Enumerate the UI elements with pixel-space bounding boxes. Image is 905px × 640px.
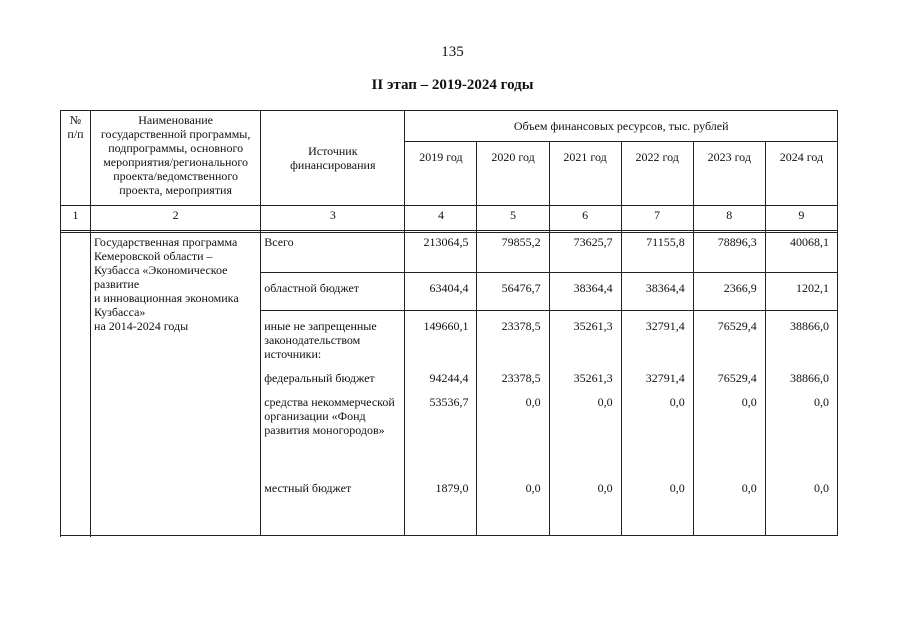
value-cell: 76529,4: [717, 319, 757, 333]
table-row: [61, 233, 838, 273]
value-cell: 35261,3: [573, 371, 613, 385]
value-cell: 94244,4: [429, 371, 469, 385]
page-number: 135: [441, 44, 464, 60]
column-number: 3: [261, 206, 405, 231]
value-cell: 32791,4: [645, 319, 685, 333]
source-nco: средства некоммерческой организации «Фонд развития моногородов»: [264, 395, 395, 437]
value-cell: 38364,4: [621, 273, 693, 311]
value-cell: 23378,5: [501, 371, 541, 385]
value-cell: 56476,7: [477, 273, 549, 311]
value-cell: 40068,1: [765, 233, 837, 273]
value-block-2019: [405, 311, 477, 536]
column-number-row: [61, 206, 838, 231]
value-cell: 38866,0: [790, 371, 829, 385]
value-block-2023: [693, 311, 765, 536]
header-year-2022: 2022 год: [621, 142, 693, 206]
header-year-2020: 2020 год: [477, 142, 549, 206]
value-cell: 149660,1: [423, 319, 469, 333]
header-year-2023: 2023 год: [693, 142, 765, 206]
stage-title: II этап – 2019-2024 годы: [371, 77, 534, 93]
header-col-name: Наименование государственной программы, подпрограммы, основного мероприятия/регионального проекта/ведомственного проекта, мероприятия: [91, 111, 261, 206]
column-number: 2: [91, 206, 261, 231]
value-cell: 0,0: [814, 481, 829, 495]
value-cell: 2366,9: [693, 273, 765, 311]
source-other: иные не запрещенные законодательством источники:: [264, 319, 377, 361]
header-col-volume: Объем финансовых ресурсов, тыс. рублей: [405, 111, 838, 142]
value-cell: 38364,4: [549, 273, 621, 311]
value-cell: 1879,0: [435, 481, 469, 495]
source-federal: федеральный бюджет: [264, 371, 375, 385]
value-block-2020: [477, 311, 549, 536]
value-cell: 78896,3: [693, 233, 765, 273]
value-cell: 0,0: [525, 481, 541, 495]
header-year-2019: 2019 год: [405, 142, 477, 206]
header-col-number: № п/п: [61, 111, 91, 206]
value-cell: 0,0: [741, 395, 757, 409]
source-cell-block: [261, 311, 405, 536]
value-cell: 213064,5: [405, 233, 477, 273]
header-year-2024: 2024 год: [765, 142, 837, 206]
program-number: [61, 233, 91, 536]
column-number: 8: [693, 206, 765, 231]
value-cell: 0,0: [525, 395, 541, 409]
value-cell: 38866,0: [790, 319, 829, 333]
value-cell: 35261,3: [573, 319, 613, 333]
value-cell: 0,0: [669, 395, 685, 409]
column-number: 9: [765, 206, 837, 231]
header-col-source: Источник финансирования: [261, 111, 405, 206]
value-cell: 32791,4: [645, 371, 685, 385]
financing-table: [60, 110, 838, 536]
value-cell: 0,0: [814, 395, 829, 409]
value-cell: 0,0: [741, 481, 757, 495]
value-cell: 79855,2: [477, 233, 549, 273]
column-number: 1: [61, 206, 91, 231]
value-cell: 23378,5: [501, 319, 541, 333]
value-cell: 0,0: [597, 395, 613, 409]
source-local: местный бюджет: [264, 481, 352, 495]
source-cell: областной бюджет: [261, 273, 405, 311]
value-cell: 76529,4: [717, 371, 757, 385]
column-number: 6: [549, 206, 621, 231]
column-number: 5: [477, 206, 549, 231]
value-cell: 0,0: [597, 481, 613, 495]
program-name: Государственная программа Кемеровской области – Кузбасса «Экономическое развитие и инновационная экономика Кузбасса» на 2014-2024 годы: [91, 233, 261, 536]
value-cell: 1202,1: [765, 273, 837, 311]
value-cell: 63404,4: [405, 273, 477, 311]
value-cell: 71155,8: [621, 233, 693, 273]
value-cell: 53536,7: [429, 395, 469, 409]
header-year-2021: 2021 год: [549, 142, 621, 206]
value-block-2021: [549, 311, 621, 536]
value-block-2024: [765, 311, 837, 536]
column-number: 7: [621, 206, 693, 231]
value-cell: 0,0: [669, 481, 685, 495]
value-block-2022: [621, 311, 693, 536]
source-cell: Всего: [261, 233, 405, 273]
header-row-top: [61, 111, 838, 142]
column-number: 4: [405, 206, 477, 231]
value-cell: 73625,7: [549, 233, 621, 273]
